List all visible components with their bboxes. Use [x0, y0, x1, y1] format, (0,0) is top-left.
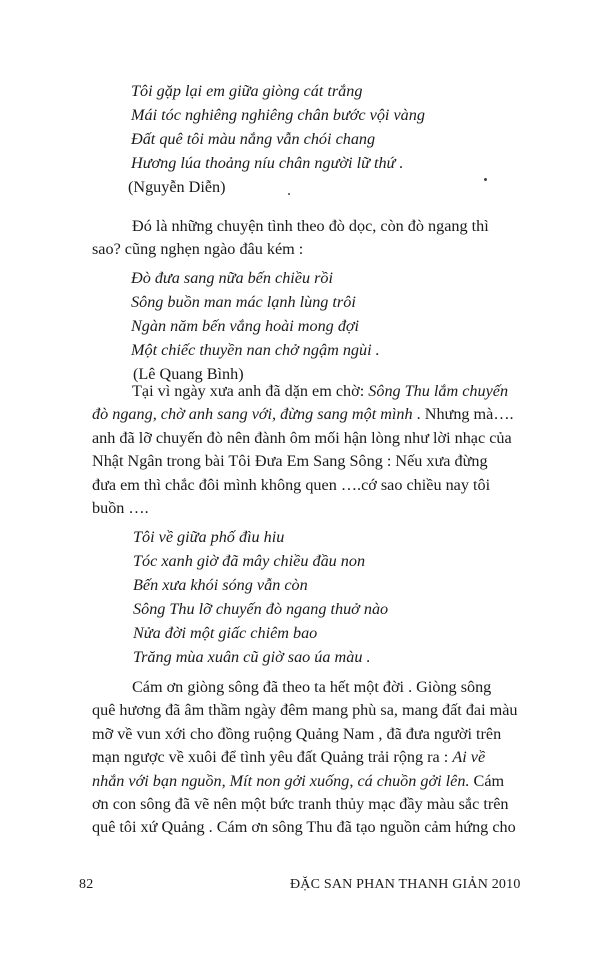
quoted-lyric: Sông Thu lắm chuyến — [368, 382, 509, 400]
poem-author: (Nguyễn Diễn) — [128, 178, 226, 196]
poem-1 — [128, 79, 425, 199]
poem-line: Mái tóc nghiêng nghiêng chân bước vội vàng — [131, 106, 425, 124]
poem-line: Sông buồn man mác lạnh lùng trôi — [131, 293, 356, 311]
paragraph-line: ơn con sông đã vẽ nên một bức tranh thủy mạc đầy màu sắc trên — [92, 795, 509, 814]
poem-line: Tóc xanh giờ đã mây chiều đầu non — [133, 552, 366, 570]
paragraph-line: buồn …. — [92, 499, 149, 518]
paragraph-line: Cám ơn giòng sông đã theo ta hết một đời . Giòng sông — [132, 678, 492, 696]
poem-line: Hương lúa thoảng níu chân người lữ thứ . — [131, 154, 404, 172]
poem-line: Sông Thu lỡ chuyến đò ngang thuở nào — [133, 600, 389, 618]
paragraph-line: đò ngang, chờ anh sang với, đừng sang một mình . Nhưng mà…. — [92, 405, 514, 424]
poem-line: Đò đưa sang nữa bến chiều rồi — [131, 269, 333, 287]
poem-line: Trăng mùa xuân cũ giờ sao úa màu . — [133, 648, 371, 666]
paragraph-line: Tại vì ngày xưa anh đã dặn em chờ: Sông Thu lắm chuyến — [132, 382, 509, 400]
poem-line: Tôi về giữa phố đìu hiu — [133, 528, 285, 546]
paragraph-line: mỡ về vun xới cho đồng ruộng Quảng Nam , đã đưa người trên — [92, 724, 502, 743]
paragraph-line: Nhật Ngân trong bài Tôi Đưa Em Sang Sông : Nếu xưa đừng — [92, 452, 488, 471]
paragraph-line: quê hương đã âm thầm ngày đêm mang phù sa, mang đất đai màu — [92, 701, 518, 720]
quoted-folk-verse: nhắn với bạn nguồn, Mít non gởi xuống, cá chuồn gởi lên. — [92, 771, 470, 790]
paragraph-3 — [92, 676, 524, 840]
poem-line: Nửa đời một giấc chiêm bao — [133, 624, 318, 642]
poem-3 — [133, 525, 388, 669]
poem-line: Ngàn năm bến vắng hoài mong đợi — [131, 317, 360, 335]
poem-line: Một chiếc thuyền nan chở ngậm ngùi . — [131, 341, 380, 359]
poem-author: (Lê Quang Bình) — [133, 365, 244, 383]
paragraph-line: quê tôi xứ Quảng . Cám ơn sông Thu đã tạo nguồn cảm hứng cho — [92, 818, 516, 837]
quoted-lyric: đò ngang, chờ anh sang với, đừng sang một mình — [92, 405, 413, 424]
paragraph-line: sao? cũng nghẹn ngào đâu kém : — [92, 240, 304, 259]
scan-speck — [288, 193, 290, 195]
paragraph-1 — [92, 215, 524, 262]
scan-speck — [484, 178, 487, 181]
paragraph-line: nhắn với bạn nguồn, Mít non gởi xuống, cá chuồn gởi lên. Cám — [92, 771, 505, 790]
paragraph-2 — [92, 380, 524, 520]
poem-2 — [131, 266, 380, 386]
publication-footer: ĐẶC SAN PHAN THANH GIẢN 2010 — [290, 877, 521, 892]
poem-line: Đất quê tôi màu nắng vẫn chói chang — [131, 130, 376, 148]
paragraph-line: đưa em thì chắc đôi mình không quen ….cớ sao chiều nay tôi — [92, 475, 491, 494]
poem-line: Tôi gặp lại em giữa giòng cát trắng — [131, 82, 363, 100]
quoted-folk-verse: Ai về — [452, 748, 486, 767]
page-number: 82 — [79, 877, 94, 892]
paragraph-line: anh đã lỡ chuyến đò nên đành ôm mối hận lòng như lời nhạc của — [92, 428, 512, 447]
paragraph-line: mạn ngược về xuôi để tình yêu đất Quảng trải rộng ra : Ai về — [92, 748, 486, 767]
poem-line: Bến xưa khói sóng vẫn còn — [133, 576, 308, 594]
paragraph-line: Đó là những chuyện tình theo đò dọc, còn đò ngang thì — [132, 217, 489, 235]
